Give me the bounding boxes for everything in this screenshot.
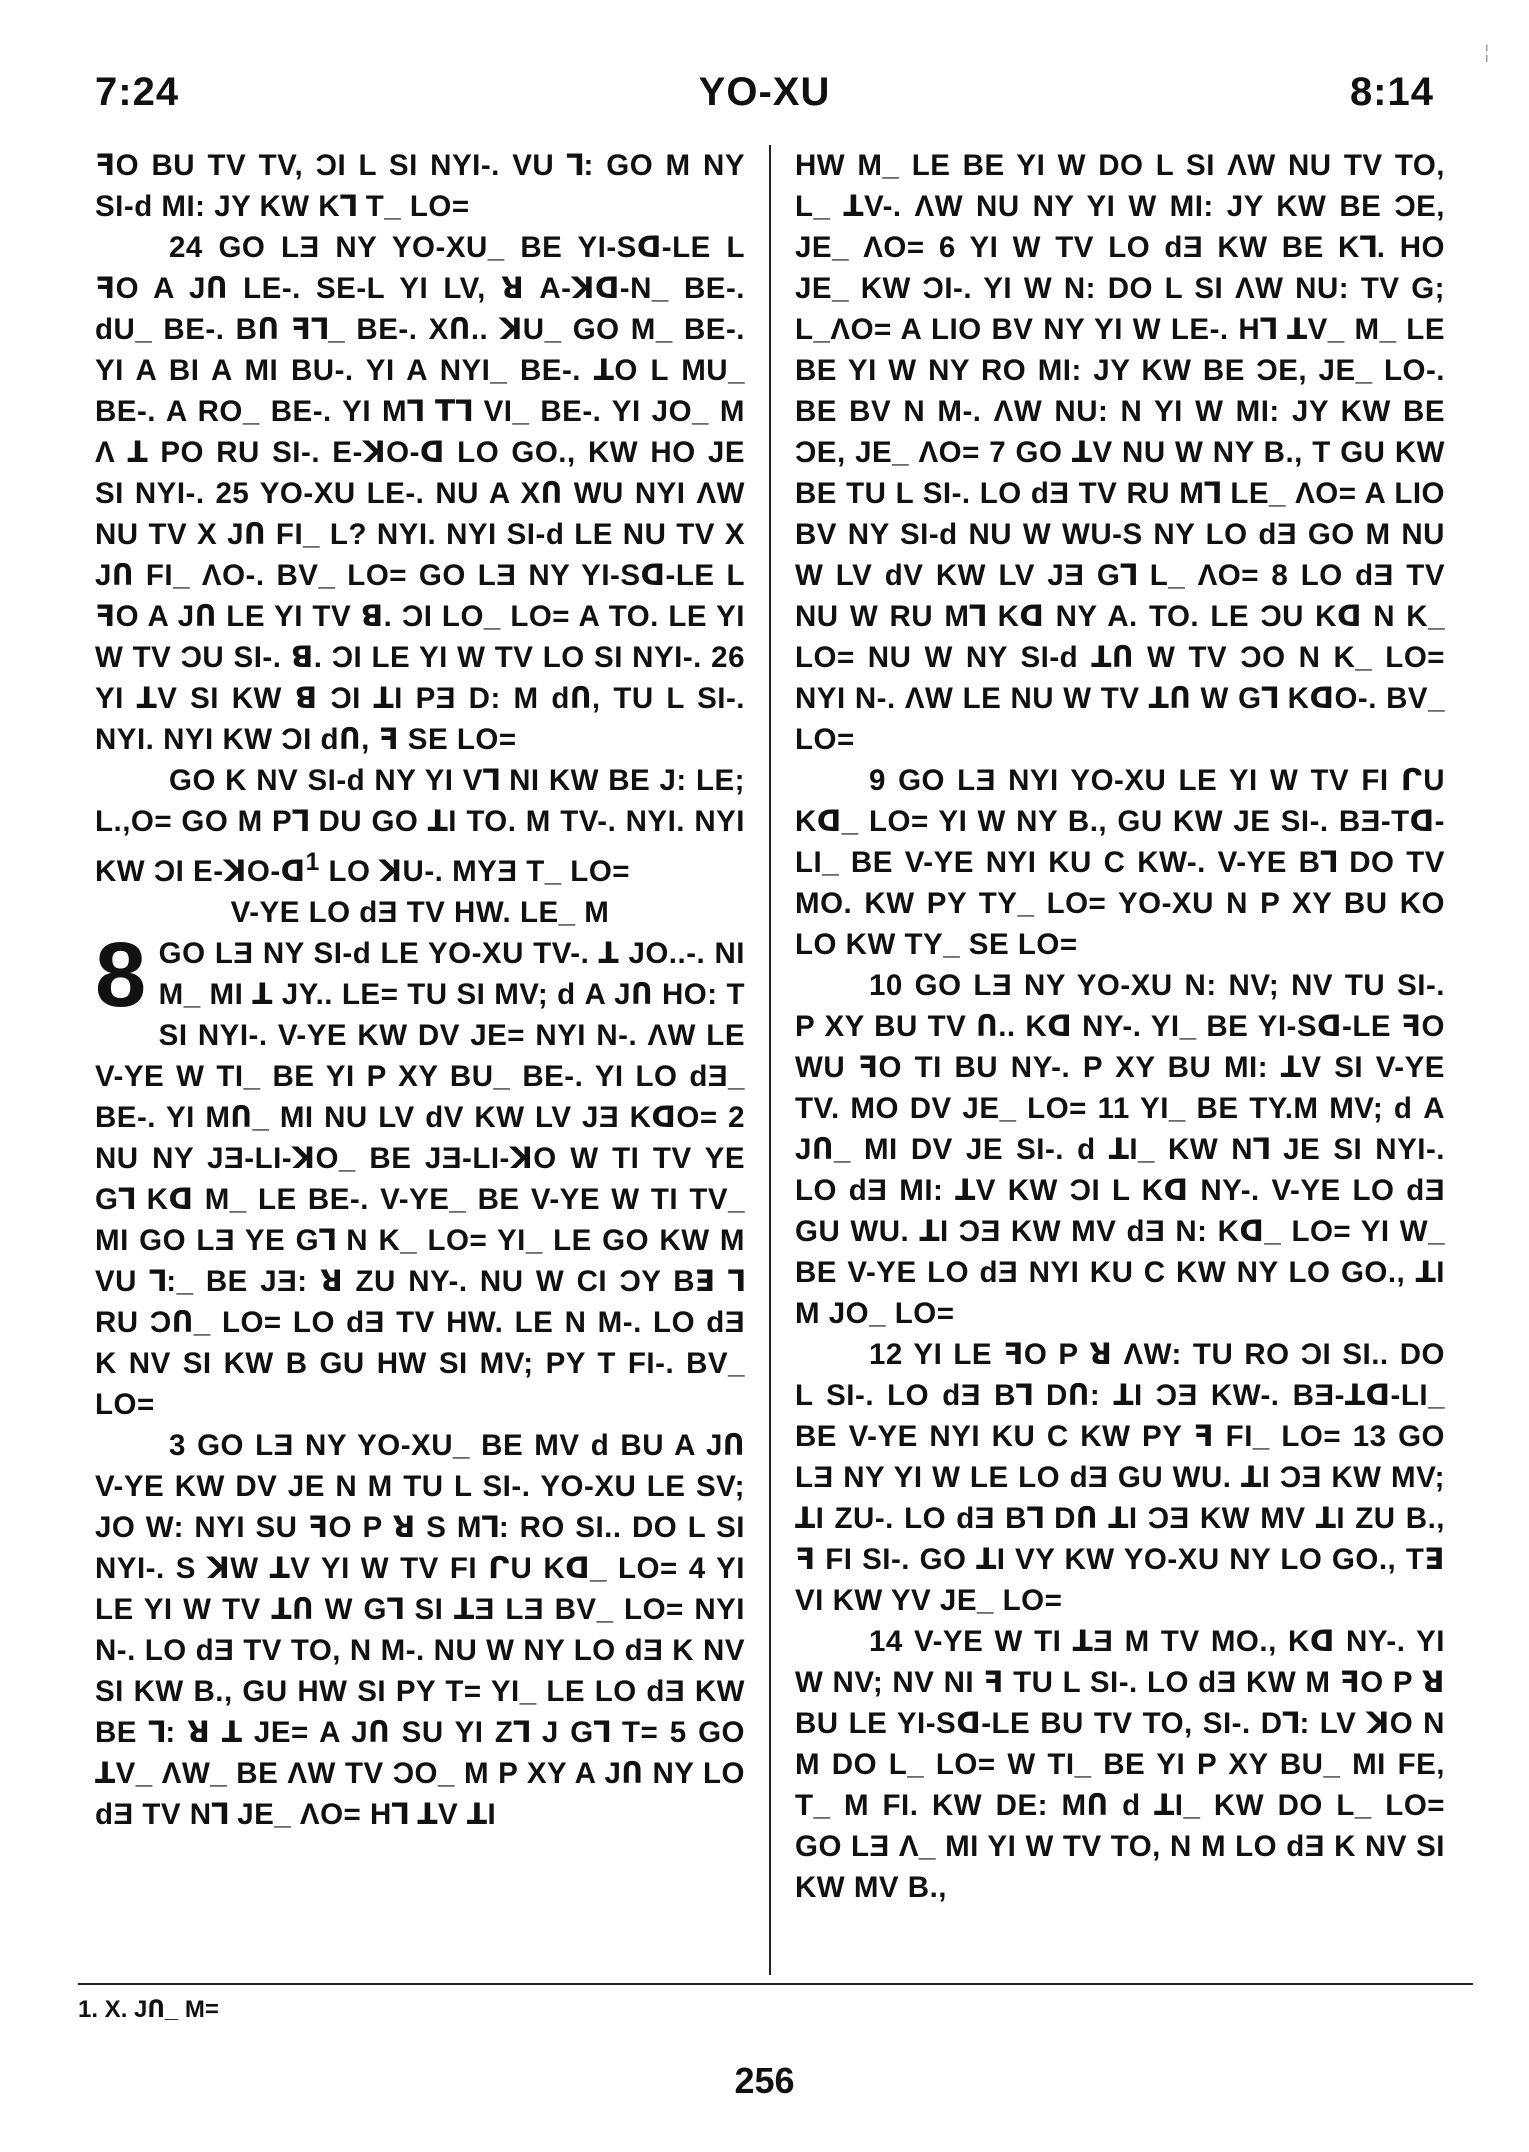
footnote-marker: 1 [305, 849, 320, 876]
paragraph: 24 GO LƎ NY YO-XU_ BE YI-Sꓷ-LE L ꟻO A JՈ LE-. SE-L YI LV, ꓤ A-ꓘꓷ-N_ BE-. ԁU_ BE-. BՈ ꟻ⅂_ BE-. XՈ.. ꓘU_ GO M_ BE-. YI A BI A MI BU-. YI A NYI_ BE-. ꓕO L MU_ BE-. A RO_ BE-. YI M⅂ ꓔ⅂ VI_ BE-. YI JO_ M Λ ꓕ PO RU SI-. E-ꓘO-ꓷ LO GO., KW HO JE SI NYI-. 25 YO-XU LE-. NU A XՈ WU NYI ΛW NU TV X JՈ FI_ L? NYI. NYI SI-ԁ LE NU TV X JՈ FI_ ΛO-. BV_ LO= GO LƎ NY YI-Sꓷ-LE L ꟻO A JՈ LE YI TV ꓭ. ϽI LO_ LO= A TO. LE YI W TV ϽU SI-. ꓭ. ϽI LE YI W TV LO SI NYI-. 26 YI ꓕV SI KW ꓭ ϽI ꓕI PƎ D: M ԁՈ, TU L SI-. NYI. NYI KW ϽI ԁՈ, ꟻ SE LO= [95, 231, 745, 756]
paragraph: 14 V-YE W TI ꓕƎ M TV MO., Kꓷ NY-. YI W NV; NV NI ꟻ TU L SI-. LO ԁƎ KW M ꟻO P ꓤ BU LE YI-Sꓷ-LE BU TV TO, SI-. D⅂: LV ꓘO N M DO L_ LO= W TI_ BE YI P XY BU_ MI FE, T_ M FI. KW DE: MՈ ԁ ꓕI_ KW DO L_ LO= GO LƎ Λ_ MI YI W TV TO, N M LO ԁƎ K NV SI KW MV B., [795, 1625, 1445, 1904]
section-heading: V-YE LO ԁƎ TV HW. LE_ M [230, 895, 610, 929]
corner-mark: ¦ [1484, 42, 1489, 62]
paragraph [95, 760, 745, 892]
chapter-verse-start: 7:24 [95, 70, 180, 114]
paragraph: HW M_ LE BE YI W DO L SI ΛW NU TV TO, L_ ꓕV-. ΛW NU NY YI W MI: JY KW BE ϽE, JE_ ΛO= 6 YI W TV LO ԁƎ KW BE K⅂. HO JE_ KW ϽI-. YI W N: DO L SI ΛW NU: TV G; L_ΛO= A LIO BV NY YI W LE-. H⅂ ꓕV_ M_ LE BE YI W NY RO MI: JY KW BE ϽE, JE_ LO-. BE BV N M-. ΛW NU: N YI W MI: JY KW BE ϽE, JE_ ΛO= 7 GO ꓕV NU W NY B., T GU KW BE TU L SI-. LO ԁƎ TV RU M⅂ LE_ ΛO= A LIO BV NY SI-ԁ NU W WU-S NY LO ԁƎ GO M NU W LV ԁV KW LV JƎ G⅂ L_ ΛO= 8 LO ԁƎ TV NU W RU M⅂ Kꓷ NY A. TO. LE ϽU Kꓷ N K_ LO= NU W NY SI-ԁ ꓕՈ W TV ϽO N K_ LO= NYI N-. ΛW LE NU W TV ꓕՈ W G⅂ KꓷO-. BV_ LO= [795, 149, 1445, 756]
paragraph: 9 GO LƎ NYI YO-XU LE YI W TV FI ᒋU Kꓷ_ LO= YI W NY B., GU KW JE SI-. BƎ-Tꓷ-LI_ BE V-YE NYI KU C KW-. V-YE B⅂ DO TV MO. KW PY TY_ LO= YO-XU N P XY BU KO LO KW TY_ SE LO= [795, 764, 1445, 961]
left-column [95, 145, 745, 1970]
page-number: 256 [734, 2060, 795, 2101]
book-title: YO-XU [698, 70, 831, 114]
chapter-paragraph [95, 923, 745, 1425]
paragraph-text: GO LƎ NY SI-ԁ LE YO-XU TV-. ꓕ JO..-. NI M_ MI ꓕ JY.. LE= TU SI MV; ԁ A JՈ HO: T SI NYI-. V-YE KW DV JE= NYI N-. ΛW LE V-YE W TI_ BE YI P XY BU_ BE-. YI LO ԁƎ_ BE-. YI MՈ_ MI NU LV ԁV KW LV JƎ KꓷO= 2 NU NY JƎ-LI-ꓘO_ BE JƎ-LI-ꓘO W TI TV YE G⅂ Kꓷ M_ LE BE-. V-YE_ BE V-YE W TI TV_ MI GO LƎ YE G⅂ N K_ LO= YI_ LE GO KW M VU ⅂:_ BE JƎ: ꓤ ZU NY-. NU W CI ϽY Bꓱ ⅂ RU ϽՈ_ LO= LO ԁƎ TV HW. LE N M-. LO ԁƎ K NV SI KW B GU HW SI MV; PY T FI-. BV_ LO= [95, 936, 745, 1421]
right-column [795, 145, 1445, 1970]
running-header [95, 70, 1434, 130]
chapter-number: 8 [95, 923, 147, 1026]
footnote: 1. X. JՈ_ M= [78, 1996, 219, 2023]
paragraph-text: GO K NV SI-ԁ NY YI V⅂ NI KW BE J: LE; L.,O= GO M P⅂ DU GO ꓕI TO. M TV-. NYI. NYI KW ϽI E-ꓘO-ꓷ [95, 764, 745, 888]
footnote-rule [78, 1983, 1473, 1985]
paragraph: 3 GO LƎ NY YO-XU_ BE MV ԁ BU A JՈ V-YE KW DV JE N M TU L SI-. YO-XU LE SV; JO W: NYI SU ꟻO P ꓤ S M⅂: RO SI.. DO L SI NYI-. S ꓘW ꓕV YI W TV FI ᒋU Kꓷ_ LO= 4 YI LE YI W TV ꓕՈ W G⅂ SI ꓕƎ LƎ BV_ LO= NYI N-. LO ԁƎ TV TO, N M-. NU W NY LO ԁƎ K NV SI KW B., GU HW SI PY T= YI_ LE LO ԁƎ KW BE ⅂: ꓤ ꓕ JE= A JՈ SU YI Z⅂ J G⅂ T= 5 GO ꓕV_ ΛW_ BE ΛW TV ϽO_ M P XY A JՈ NY LO ԁƎ TV N⅂ JE_ ΛO= H⅂ ꓕV ꓕI [95, 1428, 745, 1831]
paragraph: 12 YI LE ꟻO P ꓤ ΛW: TU RO ϽI SI.. DO L SI-. LO ԁƎ B⅂ DՈ: ꓕI ϽƎ KW-. BƎ-ꓕꓷ-LI_ BE V-YE NYI KU C KW PY ꟻ FI_ LO= 13 GO LƎ NY YI W LE LO ԁƎ GU WU. ꓕI ϽƎ KW MV; ꓕI ZU-. LO ԁƎ B⅂ DՈ ꓕI ϽƎ KW MV ꓕI ZU B., ꟻ FI SI-. GO ꓕI VY KW YO-XU NY LO GO., Tꓱ VI KW YV JE_ LO= [795, 1338, 1445, 1617]
column-divider [769, 145, 771, 1975]
paragraph: ꟻO BU TV TV, ϽI L SI NYI-. VU ⅂: GO M NY SI-ԁ MI: JY KW K⅂ T_ LO= [95, 149, 745, 223]
paragraph-text: LO ꓘU-. MYƎ T_ LO= [319, 854, 631, 888]
chapter-verse-end: 8:14 [1349, 70, 1434, 114]
paragraph: 10 GO LƎ NY YO-XU N: NV; NV TU SI-. P XY BU TV Ո.. Kꓷ NY-. YI_ BE YI-Sꓷ-LE ꟻO WU ꟻO TI BU NY-. P XY BU MI: ꓕV SI V-YE TV. MO DV JE_ LO= 11 YI_ BE TY.M MV; ԁ A JՈ_ MI DV JE SI-. ԁ ꓕI_ KW N⅂ JE SI NYI-. LO ԁƎ MI: ꓕV KW ϽI L Kꓷ NY-. V-YE LO ԁƎ GU WU. ꓕI ϽƎ KW MV ԁƎ N: Kꓷ_ LO= YI W_ BE V-YE LO ԁƎ NYI KU C KW NY LO GO., ꓕI M JO_ LO= [795, 969, 1445, 1330]
